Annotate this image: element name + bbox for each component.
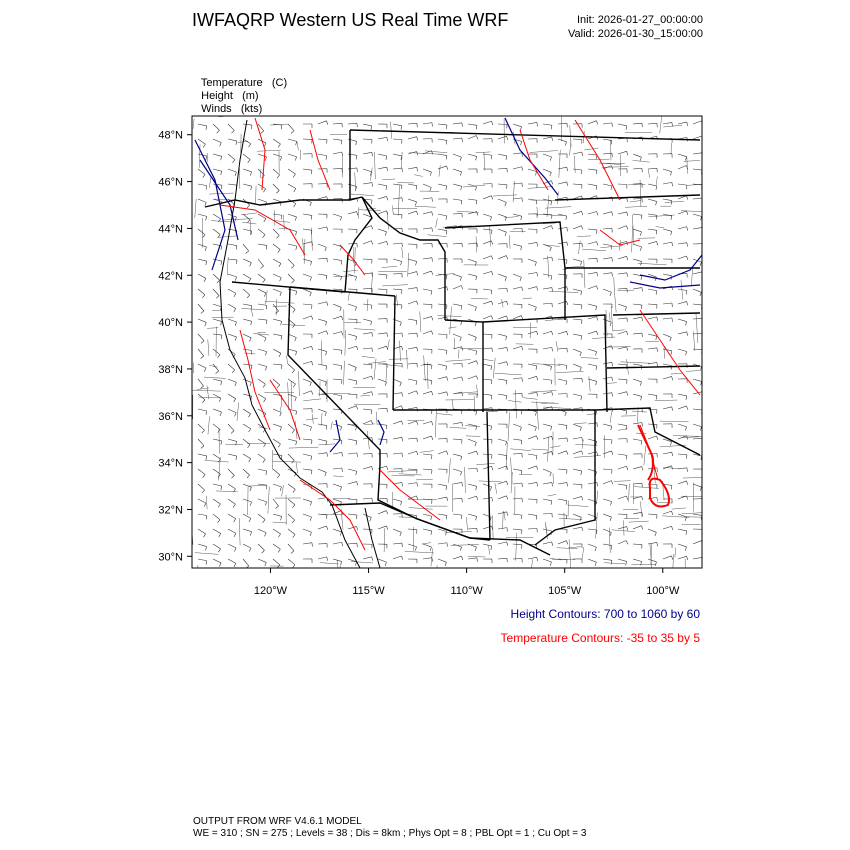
- wind-barbs: [198, 121, 703, 569]
- lat-tick-label: 36°N: [158, 410, 183, 423]
- lat-tick-label: 34°N: [158, 457, 183, 470]
- height-contour-legend: Height Contours: 700 to 1060 by 60: [510, 607, 700, 621]
- lon-tick-label: 120°W: [253, 585, 288, 597]
- field-unit: (kts): [240, 103, 263, 115]
- field-name: Height: [201, 90, 233, 102]
- field-unit: (C): [271, 77, 288, 89]
- init-time: Init: 2026-01-27_00:00:00: [577, 14, 703, 26]
- lon-tick-label: 110°W: [450, 585, 483, 597]
- temperature-contours: [220, 118, 700, 550]
- field-name: Winds: [201, 103, 232, 115]
- field-name: Temperature: [200, 77, 263, 89]
- field-unit: (m): [242, 90, 259, 102]
- model-info: OUTPUT FROM WRF V4.6.1 MODEL: [193, 816, 362, 827]
- lat-tick-label: 46°N: [158, 176, 183, 189]
- lat-tick-label: 30°N: [158, 551, 183, 564]
- lon-tick-label: 115°W: [352, 585, 385, 597]
- valid-time: Valid: 2026-01-30_15:00:00: [568, 28, 703, 40]
- map-title: IWFAQRP Western US Real Time WRF: [192, 10, 509, 30]
- lat-tick-label: 42°N: [158, 270, 183, 283]
- county-boundaries: [192, 115, 714, 587]
- temperature-contour-legend: Temperature Contours: -35 to 35 by 5: [500, 631, 700, 645]
- lat-tick-label: 48°N: [158, 129, 183, 142]
- lat-tick-label: 44°N: [158, 223, 183, 236]
- model-config: WE = 310 ; SN = 275 ; Levels = 38 ; Dis = 8km ; Phys Opt = 8 ; PBL Opt = 1 ; Cu Opt = 3: [193, 828, 587, 839]
- longitude-axis: [254, 568, 680, 597]
- map-content: [192, 115, 714, 587]
- lat-tick-label: 40°N: [158, 317, 183, 330]
- lon-tick-label: 100°W: [646, 585, 680, 597]
- lon-tick-label: 105°W: [548, 585, 582, 597]
- lat-tick-label: 38°N: [158, 363, 183, 376]
- lat-tick-label: 32°N: [158, 504, 183, 517]
- latitude-axis: [158, 130, 192, 564]
